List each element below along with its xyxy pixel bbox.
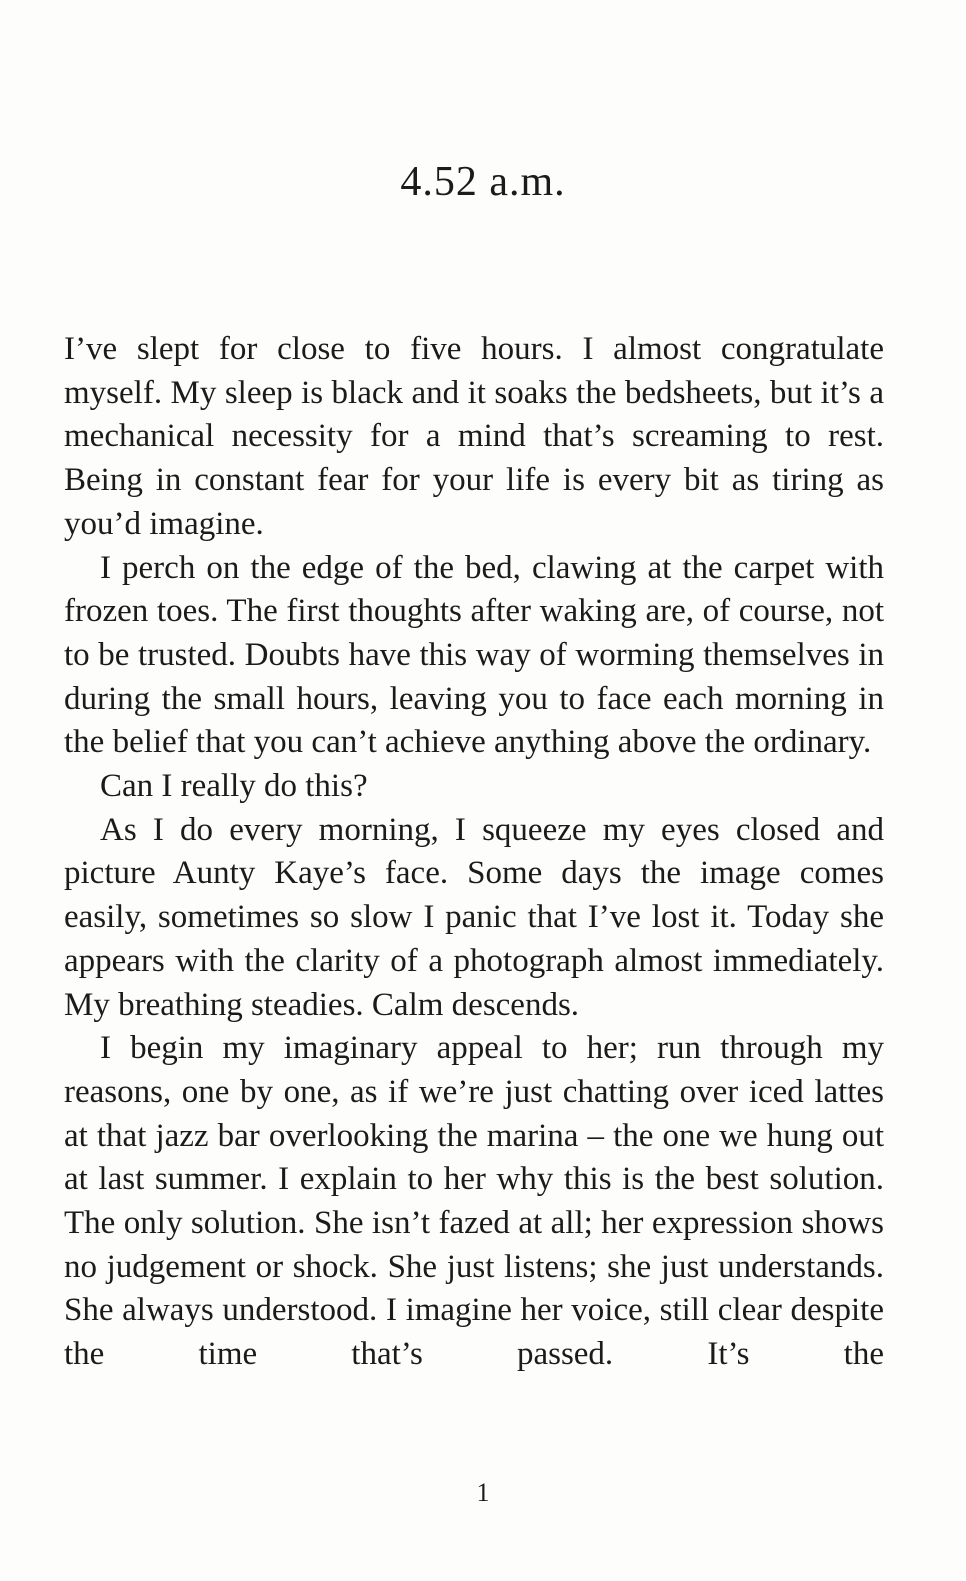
body-text [64,328,884,1377]
paragraph-2: I perch on the edge of the bed, clawing at the carpet with frozen toes. The first thoughts after waking are, of course, not to be trusted. Doubts have this way of worming themselves in during the small hours, leaving you to face each morning in the belief that you can’t achieve anything above the ordinary. [64,549,884,761]
chapter-title: 4.52 a.m. [400,159,566,205]
paragraph-3: Can I really do this? [100,768,368,805]
paragraph-1: I’ve slept for close to five hours. I almost congratulate myself. My sleep is black and it soaks the bedsheets, but it’s a mechanical necessity for a mind that’s screaming to rest. Being in constant fear for your life is every bit as tiring as you’d imagine. [64,331,884,542]
page-number: 1 [476,1478,490,1507]
paragraph-5: I begin my imaginary appeal to her; run through my reasons, one by one, as if we’re just chatting over iced lattes at that jazz bar overlooking the marina – the one we hung out at last summer. I explain to her why this is the best solution. The only solution. She isn’t fazed at all; her expression shows no judgement or shock. She just listens; she just understands. She always understood. I imagine her voice, still clear despite the time that’s passed. It’s the [64,1030,884,1373]
paragraph-4: As I do every morning, I squeeze my eyes closed and picture Aunty Kaye’s face. Some days the image comes easily, sometimes so slow I panic that I’ve lost it. Today she appears with the clarity of a photograph almost immediately. My breathing steadies. Calm descends. [64,811,884,1023]
